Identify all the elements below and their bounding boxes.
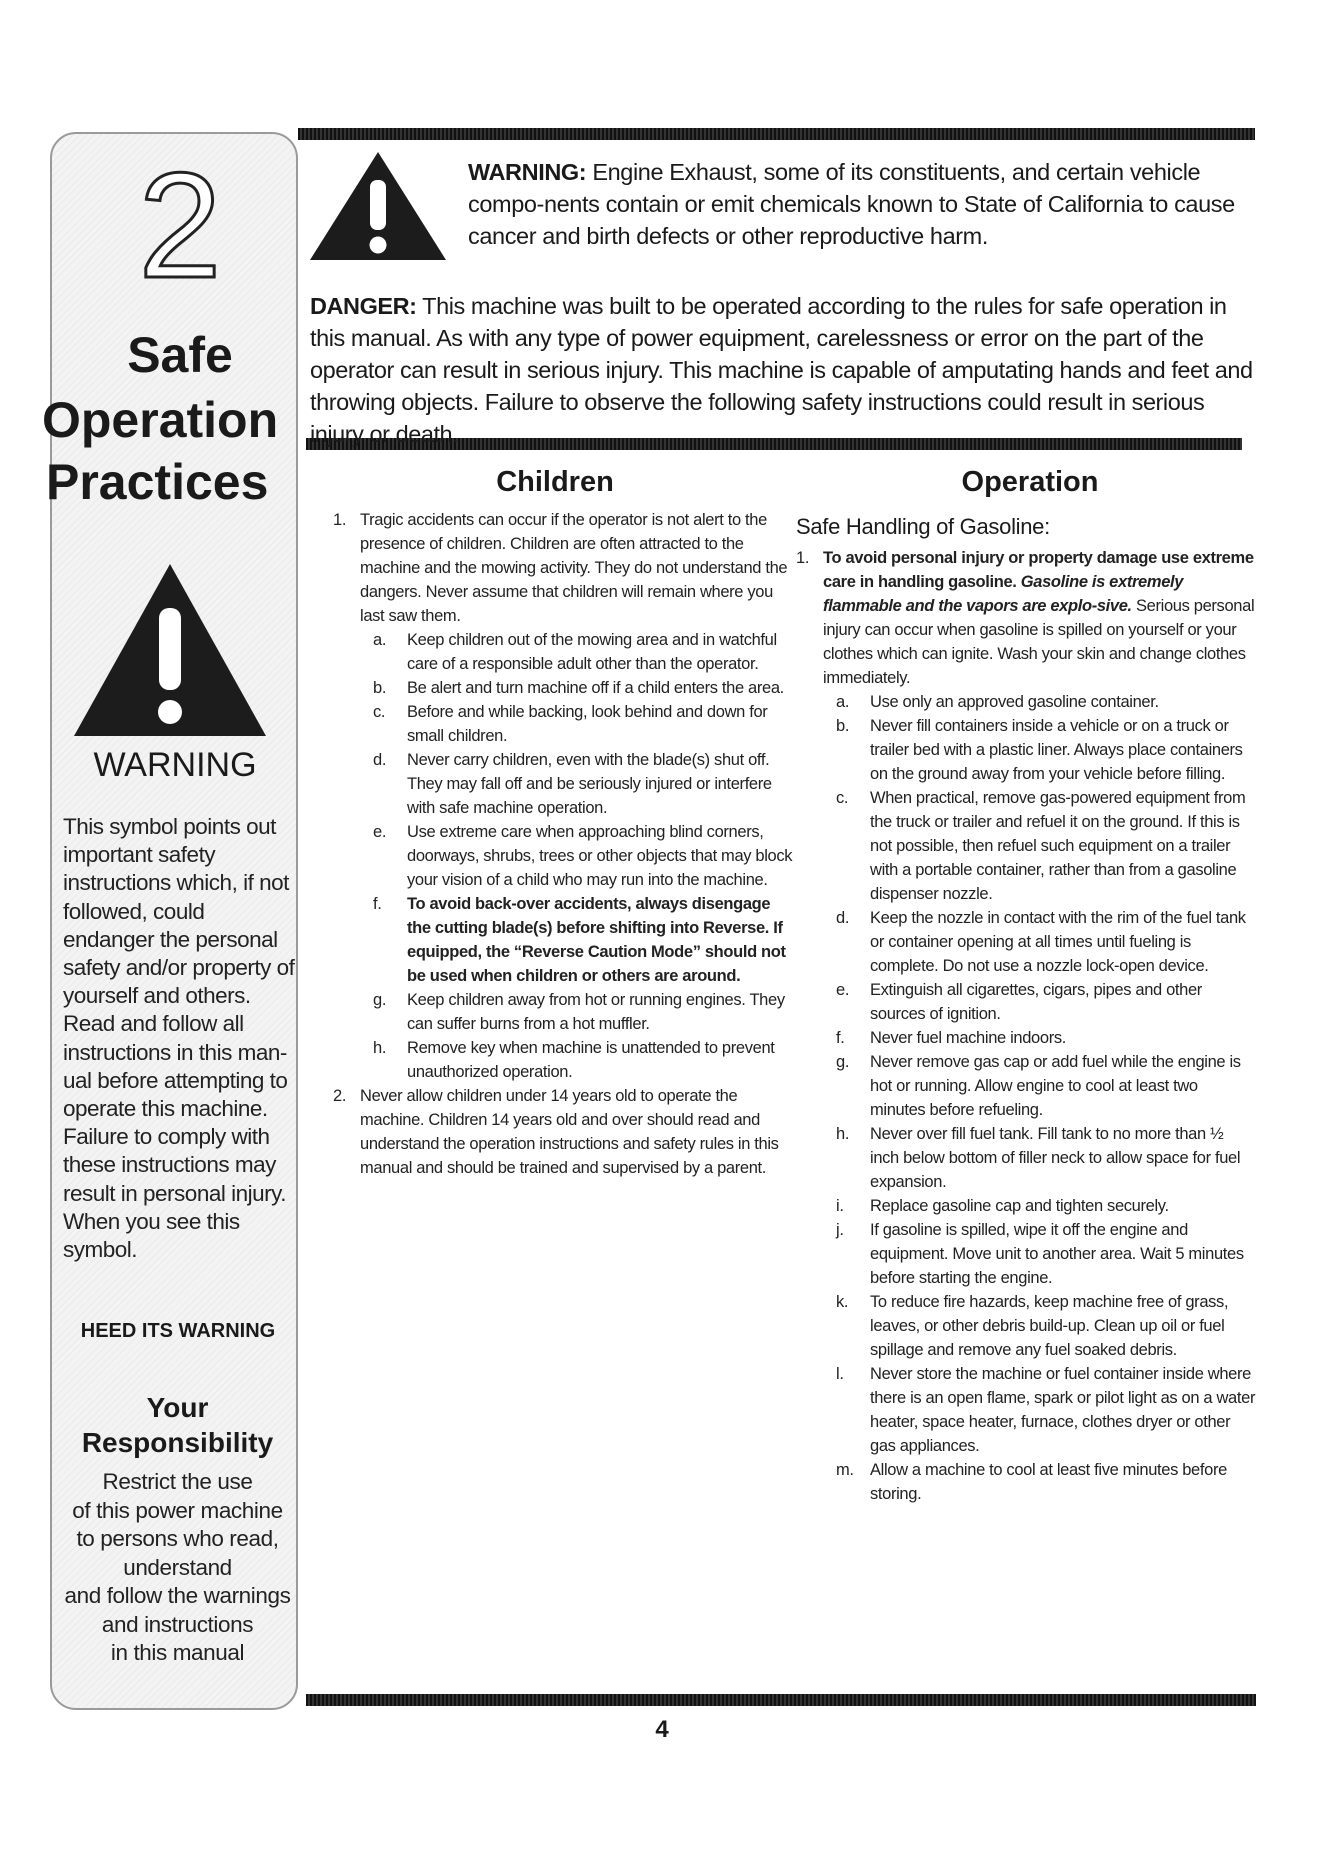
sub-marker: l.	[836, 1365, 844, 1383]
sidebar-warning-label: WARNING	[93, 746, 257, 784]
sub-marker: e.	[373, 823, 387, 841]
sub-marker: h.	[836, 1125, 850, 1143]
sub-text: Never fuel machine indoors.	[870, 1029, 1066, 1047]
sub-text: Use only an approved gasoline container.	[870, 693, 1159, 711]
item-bold-text: To avoid personal injury or property damage use extreme care in handling gasoline.	[823, 549, 1254, 591]
sub-item	[373, 700, 793, 748]
warning-label: WARNING:	[468, 159, 587, 185]
sub-text: Before and while backing, look behind and down for small children.	[407, 703, 768, 745]
responsibility-title-line2: Responsibility	[81, 1427, 274, 1458]
sidebar-warning-body: This symbol points out important safety instructions which, if not followed, could endanger the personal safety and/or property of yourself and others. Read and follow all instructions in this man-ual before attempting to operate this machine. Failure to comply with these instructions may result in personal injury. When you see this symbol.	[63, 814, 295, 1263]
warning-triangle-icon	[308, 150, 448, 262]
sub-text: Use extreme care when approaching blind corners, doorways, shrubs, trees or other objects that may block your vision of a child who may run into the machine.	[407, 823, 793, 889]
operation-heading: Operation	[961, 466, 1099, 498]
sub-text: If gasoline is spilled, wipe it off the engine and equipment. Move unit to another area. Wait 5 minutes before starting the engine.	[870, 1221, 1244, 1287]
sub-item	[373, 628, 793, 676]
sub-item	[373, 676, 793, 700]
heed-warning-label: HEED ITS WARNING	[80, 1320, 276, 1342]
sub-marker: g.	[373, 991, 387, 1009]
sub-text: Extinguish all cigarettes, cigars, pipes and other sources of ignition.	[870, 981, 1202, 1023]
sub-item	[836, 906, 1256, 978]
gasoline-subheading: Safe Handling of Gasoline:	[796, 514, 1050, 539]
sub-item	[836, 786, 1256, 906]
sub-marker: e.	[836, 981, 850, 999]
sub-marker: k.	[836, 1293, 849, 1311]
section-title-line2: Operation	[42, 392, 279, 448]
sub-text: When practical, remove gas-powered equipment from the truck or trailer and refuel it on the ground. If this is not possible, then refuel such equipment on a trailer with a portable container, rather than from a gasoline dispenser nozzle.	[870, 789, 1246, 903]
sub-marker: f.	[373, 895, 382, 913]
item-marker: 2.	[333, 1087, 347, 1105]
list-item	[333, 1084, 793, 1180]
danger-notice	[310, 290, 1258, 450]
top-divider	[298, 128, 1255, 140]
responsibility-title-line1: Your	[146, 1392, 209, 1423]
danger-label: DANGER:	[310, 293, 417, 319]
sub-marker: c.	[373, 703, 386, 721]
sub-text: To reduce fire hazards, keep machine free of grass, leaves, or other debris build-up. Clean up oil or fuel spillage and remove any fuel soaked debris.	[870, 1293, 1229, 1359]
danger-text: This machine was built to be operated according to the rules for safe operation in this manual. As with any type of power equipment, carelessness or error on the part of the operator can result in serious injury. This machine is capable of amputating hands and feet and throwing objects. Failure to observe the following safety instructions could result in serious injury or death.	[310, 293, 1253, 447]
sub-marker: d.	[836, 909, 850, 927]
sub-marker: j.	[836, 1221, 844, 1239]
california-warning	[468, 156, 1248, 252]
sub-text: To avoid back-over accidents, always disengage the cutting blade(s) before shifting into Reverse. If equipped, the “Reverse Caution Mode” should not be used when children or others are around.	[407, 895, 786, 985]
warning-text: Engine Exhaust, some of its constituents, and certain vehicle compo-nents contain or emit chemicals known to State of California to cause cancer and birth defects or other reproductive harm.	[468, 159, 1235, 249]
sub-text: Keep the nozzle in contact with the rim of the fuel tank or container opening at all times until fueling is complete. Do not use a nozzle lock-open device.	[870, 909, 1246, 975]
sub-item	[836, 1026, 1256, 1050]
sub-marker: a.	[836, 693, 850, 711]
item-marker: 1.	[796, 549, 810, 567]
sub-text: Never fill containers inside a vehicle or on a truck or trailer bed with a plastic liner. Always place containers on the ground away from your vehicle before filling.	[870, 717, 1243, 783]
responsibility-line: and instructions	[101, 1611, 254, 1637]
sub-marker: b.	[373, 679, 387, 697]
sub-item	[836, 714, 1256, 786]
sub-text: Be alert and turn machine off if a child enters the area.	[407, 679, 784, 697]
sub-marker: a.	[373, 631, 387, 649]
sub-item	[836, 1122, 1256, 1194]
responsibility-line: understand	[123, 1554, 232, 1580]
responsibility-title	[55, 1390, 300, 1460]
sub-item	[836, 1362, 1256, 1458]
bottom-divider	[306, 1694, 1256, 1706]
sub-text: Never remove gas cap or add fuel while the engine is hot or running. Allow engine to cool at least two minutes before refueling.	[870, 1053, 1241, 1119]
sub-text: Remove key when machine is unattended to prevent unauthorized operation.	[407, 1039, 775, 1081]
sub-marker: i.	[836, 1197, 844, 1215]
section-title-line1: Safe	[127, 327, 233, 383]
item-bold-italic-text: Gasoline is extremely flammable and the vapors are explo-sive.	[823, 573, 1184, 615]
item-marker: 1.	[333, 511, 347, 529]
page-number: 4	[655, 1716, 669, 1743]
sub-marker: g.	[836, 1053, 850, 1071]
sub-item	[836, 1194, 1256, 1218]
sub-item	[836, 690, 1256, 714]
chapter-number: 2	[138, 141, 222, 309]
sub-text: Never carry children, even with the blade(s) shut off. They may fall off and be seriously injured or interfere with safe machine operation.	[407, 751, 772, 817]
item-text: Tragic accidents can occur if the operator is not alert to the presence of children. Children are often attracted to the machine and the mowing activity. They do not understand the dangers. Never assume that children will remain where you last saw them.	[360, 511, 788, 625]
responsibility-line: in this manual	[110, 1640, 245, 1665]
item-plain-text: Serious personal injury can occur when gasoline is spilled on yourself or your clothes which can ignite. Wash your skin and change clothes immediately.	[823, 597, 1255, 687]
sub-item	[373, 748, 793, 820]
warning-triangle-icon	[70, 560, 270, 740]
sub-text: Never store the machine or fuel container inside where there is an open flame, spark or pilot light as on a water heater, space heater, furnace, clothes dryer or other gas appliances.	[870, 1365, 1256, 1455]
sub-item	[836, 1458, 1256, 1506]
children-heading: Children	[496, 466, 614, 498]
sub-item	[836, 1050, 1256, 1122]
sub-marker: b.	[836, 717, 850, 735]
sub-marker: c.	[836, 789, 849, 807]
responsibility-body	[55, 1468, 300, 1668]
sub-text: Replace gasoline cap and tighten securely.	[870, 1197, 1169, 1215]
sub-marker: f.	[836, 1029, 845, 1047]
sub-text: Keep children out of the mowing area and in watchful care of a responsible adult other than the operator.	[407, 631, 777, 673]
operation-column	[796, 512, 1256, 1506]
responsibility-line: of this power machine	[72, 1497, 283, 1523]
item-text	[823, 546, 1256, 690]
sub-marker: d.	[373, 751, 387, 769]
list-item	[796, 546, 1256, 690]
sub-item	[836, 1218, 1256, 1290]
sub-marker: h.	[373, 1039, 387, 1057]
sub-text: Never over fill fuel tank. Fill tank to no more than ½ inch below bottom of filler neck to allow space for fuel expansion.	[870, 1125, 1241, 1191]
sub-item-bold	[373, 892, 793, 988]
children-column	[333, 508, 793, 1180]
sub-item	[836, 1290, 1256, 1362]
section-title-line3: Practices	[46, 454, 269, 510]
responsibility-line: Restrict the use	[102, 1469, 253, 1494]
sub-marker: m.	[836, 1461, 854, 1479]
item-text: Never allow children under 14 years old to operate the machine. Children 14 years old and over should read and understand the operation instructions and safety rules in this manual and should be trained and supervised by a parent.	[360, 1087, 779, 1177]
responsibility-line: and follow the warnings	[64, 1583, 291, 1608]
sub-item	[836, 978, 1256, 1026]
sub-item	[373, 1036, 793, 1084]
sub-item	[373, 988, 793, 1036]
responsibility-line: to persons who read,	[76, 1526, 279, 1551]
list-item	[333, 508, 793, 628]
sub-item	[373, 820, 793, 892]
sub-text: Allow a machine to cool at least five minutes before storing.	[870, 1461, 1227, 1503]
sub-text: Keep children away from hot or running engines. They can suffer burns from a hot muffler.	[407, 991, 785, 1033]
